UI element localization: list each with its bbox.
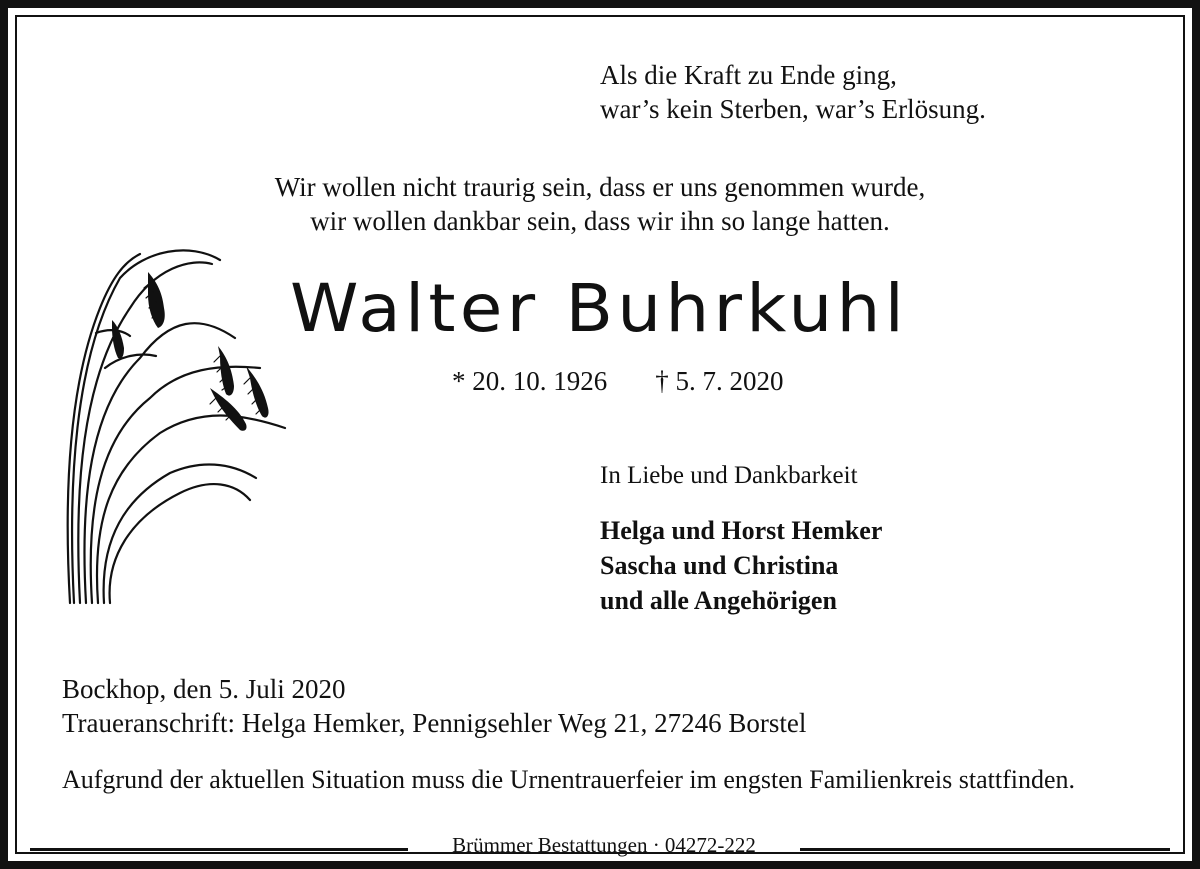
opening-poem [600, 58, 986, 126]
place-date: Bockhop, den 5. Juli 2020 [62, 674, 346, 704]
mourning-address: Traueranschrift: Helga Hemker, Pennigsehler Weg 21, 27246 Borstel [62, 708, 807, 738]
quote-line-2: wir wollen dankbar sein, dass wir ihn so lange hatten. [310, 206, 890, 236]
footer [30, 833, 1170, 859]
deceased-name: Walter Buhrkuhl [290, 270, 909, 347]
family-signatures [600, 513, 882, 618]
quote-line-1: Wir wollen nicht traurig sein, dass er uns genommen wurde, [274, 172, 926, 202]
remembrance-quote [0, 170, 1200, 238]
death-date: † 5. 7. 2020 [655, 366, 784, 396]
poem-line-1: Als die Kraft zu Ende ging, [600, 60, 897, 90]
funeral-home-credit: Brümmer Bestattungen · 04272-222 [452, 833, 756, 857]
love-line: In Liebe und Dankbarkeit [600, 462, 858, 489]
life-dates [452, 366, 784, 397]
reed-grass-icon [60, 238, 290, 610]
footer-rule-left [30, 848, 408, 851]
ceremony-notice: Aufgrund der aktuellen Situation muss die Urnentrauerfeier im engsten Familienkreis stattfinden. [62, 765, 1076, 794]
birth-date: * 20. 10. 1926 [452, 366, 608, 396]
family-line-1: Helga und Horst Hemker [600, 516, 883, 545]
family-line-2: Sascha und Christina [600, 551, 839, 580]
poem-line-2: war’s kein Sterben, war’s Erlösung. [600, 94, 986, 124]
footer-rule-right [800, 848, 1170, 851]
place-and-address [62, 672, 806, 740]
family-line-3: und alle Angehörigen [600, 586, 837, 615]
